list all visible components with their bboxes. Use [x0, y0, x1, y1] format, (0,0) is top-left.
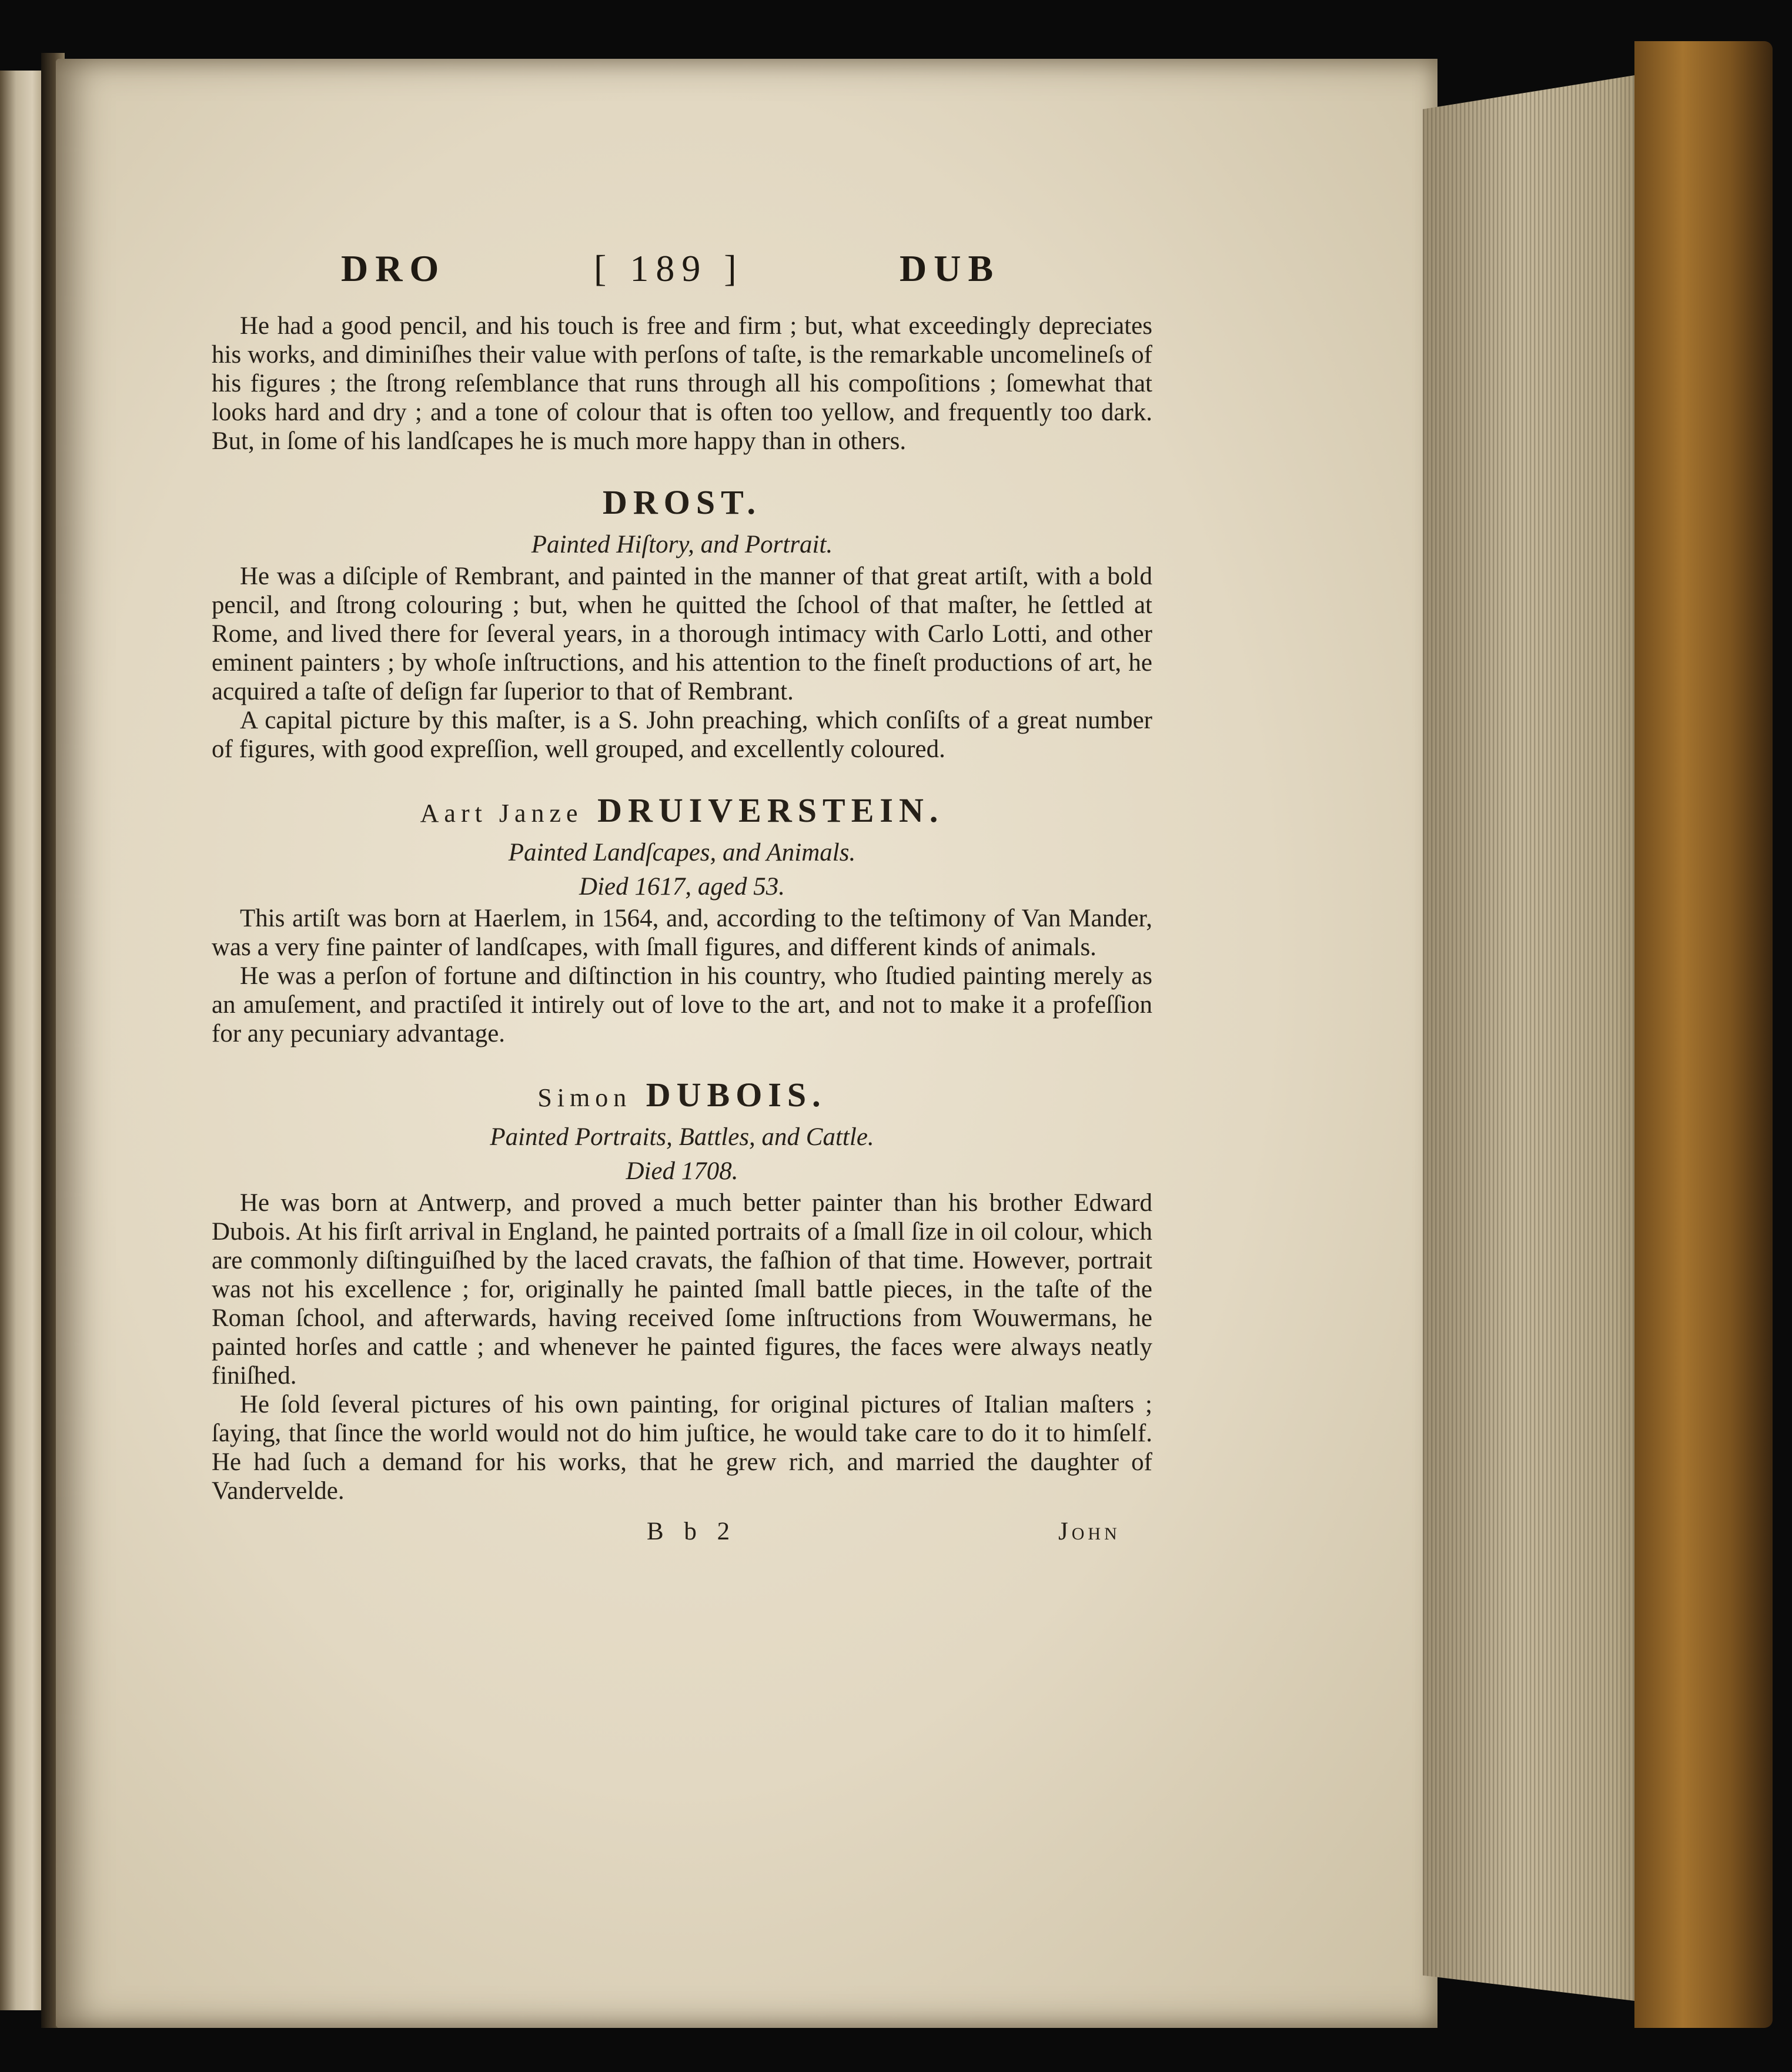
entry-drost	[212, 483, 1152, 764]
catchword: John	[1058, 1518, 1121, 1545]
signature-mark: B b 2	[647, 1518, 737, 1545]
facing-page-edge	[0, 71, 46, 2010]
entry-paragraph: A capital picture by this maſter, is a S. John preaching, which conſiſts of a great number of figures, with good expreſſion, well grouped, and excellently coloured.	[212, 707, 1152, 763]
page-fore-edge	[1423, 71, 1664, 2004]
page-text-block	[212, 247, 1152, 1558]
page-footer	[212, 1517, 1152, 1558]
entry-paragraph: He was a perſon of fortune and diſtinction in his country, who ſtudied painting merely as an amuſement, and practiſed it intirely out of love to the art, and not to make it a profeſſion for any pecuniary advantage.	[212, 962, 1152, 1047]
running-head-left: DRO	[341, 247, 446, 289]
entry-surname: DRUIVERSTEIN.	[597, 791, 944, 829]
entry-paragraph: This artiſt was born at Haerlem, in 1564, and, according to the teſtimony of Van Mander, was a very fine painter of landſcapes, with ſmall figures, and different kinds of animals.	[212, 905, 1152, 961]
entry-heading	[212, 791, 1152, 830]
entry-subtitle: Painted Landſcapes, and Animals.	[508, 839, 856, 866]
entry-heading	[212, 483, 1152, 522]
entry-paragraph: He was born at Antwerp, and proved a much better painter than his brother Edward Dubois. At his firſt arrival in England, he painted portraits of a ſmall ſize in oil colour, which are commonly diſtinguiſhed by the laced cravats, the faſhion of that time. However, portrait was not his excellence ; for, originally he painted ſmall battle pieces, in the taſte of the Roman ſchool, and afterwards, having received ſome inſtructions from Wouwermans, he painted horſes and cattle ; and whenever he painted figures, the faces were always neatly finiſhed.	[212, 1189, 1152, 1390]
entry-first-names: Simon	[537, 1083, 632, 1112]
entry-druiverstein	[212, 791, 1152, 1048]
entry-died: Died 1708.	[626, 1157, 738, 1185]
entry-surname: DUBOIS.	[646, 1076, 827, 1114]
entry-heading	[212, 1075, 1152, 1114]
entry-subtitle: Painted Portraits, Battles, and Cattle.	[490, 1123, 874, 1151]
intro-paragraph: He had a good pencil, and his touch is free and firm ; but, what exceedingly depreciates his works, and diminiſhes their value with perſons of taſte, is the remarkable uncomelineſs of his figures ; the ſtrong reſemblance that runs through all his compoſitions ; ſomewhat that looks hard and dry ; and a tone of colour that is often too yellow, and frequently too dark. But, in ſome of his landſcapes he is much more happy than in others.	[212, 312, 1152, 455]
running-head-right: DUB	[900, 247, 1001, 289]
entry-paragraph: He ſold ſeveral pictures of his own painting, for original pictures of Italian maſters ; ſaying, that ſince the world would not do him juſtice, he would take care to do it to himſelf. He had ſuch a demand for his works, that he grew rich, and married the daughter of Vandervelde.	[212, 1391, 1152, 1505]
leather-binding	[1634, 41, 1773, 2028]
entry-dubois	[212, 1075, 1152, 1505]
entry-died: Died 1617, aged 53.	[579, 873, 785, 901]
entry-first-names: Aart Janze	[420, 799, 583, 828]
running-head	[212, 247, 1152, 312]
entry-paragraph: He was a diſciple of Rembrant, and painted in the manner of that great artiſt, with a bold pencil, and ſtrong colouring ; but, when he quitted the ſchool of that maſter, he ſettled at Rome, and lived there for ſeveral years, in a thorough intimacy with Carlo Lotti, and other eminent painters ; by whoſe inſtructions, and his attention to the fineſt productions of art, he acquired a taſte of deſign far ſuperior to that of Rembrant.	[212, 563, 1152, 705]
entry-surname: DROST.	[602, 483, 762, 521]
entry-subtitle: Painted Hiſtory, and Portrait.	[531, 531, 833, 558]
page-number: [ 189 ]	[594, 247, 744, 289]
